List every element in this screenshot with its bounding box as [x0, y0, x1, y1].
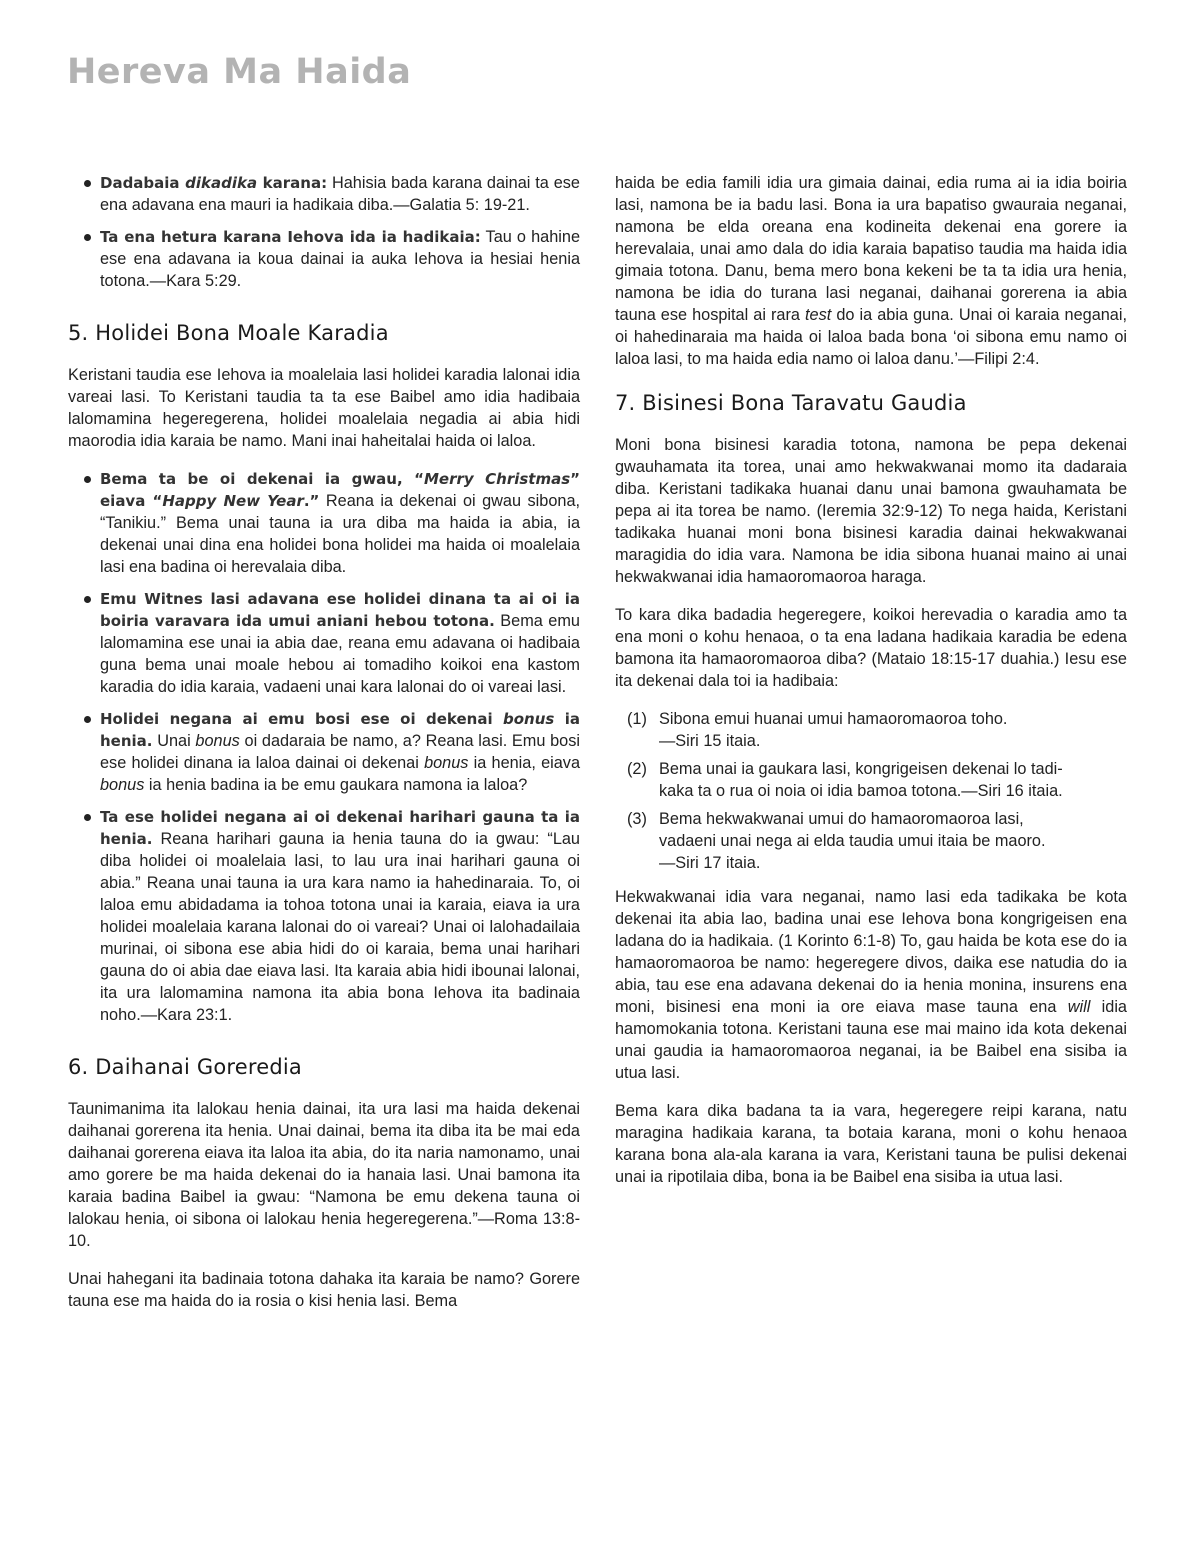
paragraph: Hekwakwanai idia vara neganai, namo lasi eda tadikaka be kota dekenai ita abia lao, badina unai ese Iehova bona kongrigeisen ena ladana do ia hadikaia. (1 Korinto 6:1-8) To, gau haida be kota ese do ia hamaoromaoroa be namo: hegeregere divos, daika ese natudia do ia abia, tau ese ena adavana dekenai do ia henia monina, insurens ena moni, bisinesi ena moni ia ore eiava mase tauna ena will idia hamomokania totona. Keristani tauna ese mai maino ida kota dekenai unai gaudia ia hamaoromaoroa neganai, ia be Baibel ena sisiba ia utua lasi.	[615, 888, 1127, 1082]
paragraph: Taunimanima ita lalokau henia dainai, ita ura lasi ma haida dekenai daihanai gorerena ita henia. Unai dainai, bema ita diba ita be mai eda daihanai gorerena eiava ita laloa ita abia, do ita naria namonamo, unai amo gorere be ma haida dekenai do ia hanaia lasi. Unai bamona ita karaia badina Baibel ia gwau: “Namona be emu dekena tauna oi lalokau henia, oi sibona oi lalokau henia hegeregerena.”—Roma 13:8-10.	[68, 1100, 580, 1250]
bullet-list-holidays	[68, 468, 580, 1026]
section-5-heading: 5. Holidei Bona Moale Karadia	[68, 321, 389, 345]
section-7-heading: 7. Bisinesi Bona Taravatu Gaudia	[615, 391, 967, 415]
paragraph: Keristani taudia ese Iehova ia moalelaia lasi holidei karadia lalonai idia vareai lasi. To Keristani taudia ta ta ese Baibel amo idia hadibaia lalomamina hegeregerena, holidei moalelaia negadia ai abia hidi maorodia idia karaia be namo. Mani inai haheitalai haida oi laloa.	[68, 366, 580, 450]
paragraph: Unai hahegani ita badinaia totona dahaka ita karaia be namo? Gorere tauna ese ma haida do ia rosia o kisi henia lasi. Bema	[68, 1270, 580, 1310]
list-item: Emu Witnes lasi adavana ese holidei dinana ta ai oi ia boiria varavara ida umui aniani hebou totona. Bema emu lalomamina ese unai ia abia dae, reana emu adavana oi hadibaia guna bema unai moale hebou ai tomadiho koikoi ena kastom karadia do idia karaia, vadaeni unai kara lalonai do oi vareai lasi.	[100, 590, 580, 696]
list-item: Holidei negana ai emu bosi ese oi dekenai bonus ia henia. Unai bonus oi dadaraia be namo, a? Reana lasi. Emu bosi ese holidei dinana ia laloa dainai oi dekenai bonus ia henia, eiava bonus ia henia badina ia be emu gaukara namona ia laloa?	[100, 710, 580, 794]
page-title: Hereva Ma Haida	[67, 52, 412, 92]
list-item: Dadabaia dikadika karana: Hahisia bada karana dainai ta ese ena adavana ena mauri ia hadikaia diba.—Galatia 5: 19-21.	[100, 174, 580, 214]
paragraph: haida be edia famili idia ura gimaia dainai, edia ruma ai ia idia boiria lasi, namona be ia badu lasi. Bona ia ura bapatiso gwauraia neganai, namona be elda oreana ena kodineita dekenai ena gorere ia herevalaia, unai amo dala do idia karaia bapatiso taudia ma haida idia gimaia totona. Danu, bema mero bona kekeni be ta ta idia ura henia, namona be idia do turana lasi neganai, daihanai gorerena ia abia tauna ese hospital ai rara test do ia abia guna. Unai oi karaia neganai, oi hahedinaraia ma haida oi laloa bada bona ‘oi sibona emu namo oi laloa lasi, to ma haida edia namo oi laloa danu.’—Filipi 2:4.	[615, 174, 1128, 368]
list-item: Ta ese holidei negana ai oi dekenai harihari gauna ta ia henia. Reana harihari gauna ia henia tauna do ia gwau: “Lau diba holidei oi moalelaia lasi, to lau ura inai harihari gauna oi abia.” Reana unai tauna ia ura kara namo ia hahedinaraia. To, oi laloa emu abidadama ia tohoa totona unai ia karaia, eiava ia ura holidei moalelaia karana lalonai do oi vareai? Unai oi lalohadailaia murinai, oi sibona ese abia hidi do oi karaia, bema unai harihari gauna do oi abia dae eiava lasi. Ita karaia abia hidi ibounai lalonai, ita ura lalomamina namona ita abia bona Iehova ita badinaia noho.—Kara 23:1.	[100, 808, 580, 1024]
list-item: (1) Sibona emui huanai umui hamaoromaoroa toho. —Siri 15 itaia.	[627, 710, 1008, 750]
left-column	[68, 172, 580, 1328]
paragraph: To kara dika badadia hegeregere, koikoi herevadia o karadia amo ta ena moni o kohu henaoa, o ta ena ladana hadikaia karadia be edena bamona ita hamaoromaoroa diba? (Mataio 18:15-17 duahia.) Iesu ese ita dekenai dala toi ia hadibaia:	[615, 606, 1127, 690]
numbered-steps	[615, 708, 1127, 874]
list-item: (3) Bema hekwakwanai umui do hamaoromaoroa lasi, vadaeni unai nega ai elda taudia umui itaia be maoro. —Siri 17 itaia.	[627, 810, 1046, 872]
list-item: Ta ena hetura karana Iehova ida ia hadikaia: Tau o hahine ese ena adavana ia koua dainai ia auka Iehova ia hesiai henia totona.—Kara 5:29.	[100, 228, 581, 290]
paragraph: Bema kara dika badana ta ia vara, hegeregere reipi karana, natu maragina hadikaia karana, ta botaia karana, moni o kohu henaoa karana bona ala-ala karana ia vara, Keristani tauna be pulisi dekenai unai ia ripotilaia diba, bona ia be Baibel ena sisiba ia utua lasi.	[615, 1102, 1127, 1186]
right-column	[615, 172, 1127, 1204]
bullet-list-top	[68, 172, 580, 292]
list-item: Bema ta be oi dekenai ia gwau, “Merry Christmas” eiava “Happy New Year.” Reana ia dekenai oi gwau sibona, “Tanikiu.” Bema unai tauna ia ura diba ma haida ia abia, ia dekenai unai dina ena holidei bona holidei ma haida oi moalelaia lasi ena badina oi herevalaia diba.	[100, 470, 581, 576]
paragraph: Moni bona bisinesi karadia totona, namona be pepa dekenai gwauhamata ita torea, unai amo hekwakwanai momo ita dadaraia diba. Keristani tadikaka huanai danu unai bamona gwauhamata be pepa ai ita torea be namo. (Ieremia 32:9-12) To nega haida, Keristani tadikaka huanai moni bona bisinesi karadia dainai hekwakwanai maragidia do idia vara. Namona be idia sibona huanai maino ai unai hekwakwanai idia hamaoromaoroa haraga.	[615, 436, 1127, 586]
section-6-heading: 6. Daihanai Goreredia	[68, 1055, 302, 1079]
list-item: (2) Bema unai ia gaukara lasi, kongrigeisen dekenai lo tadi- kaka ta o rua oi noia oi idia bamoa totona.—Siri 16 itaia.	[627, 760, 1063, 800]
